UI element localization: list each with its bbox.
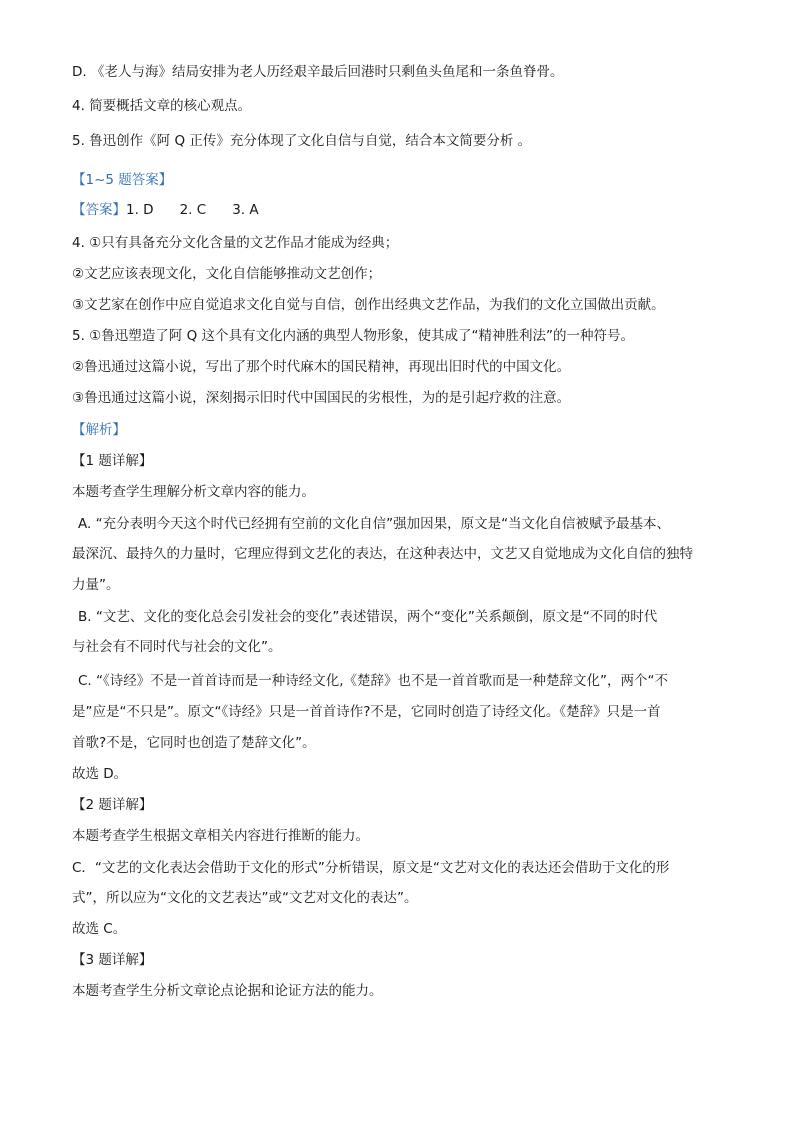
q1-option-a-line-1: A. “充分表明今天这个时代已经拥有空前的文化自信”强加因果，原文是“当文化自信被赋予最基本、 bbox=[78, 516, 671, 532]
q1-option-a-line-2: 最深沉、最持久的力量时，它理应得到文艺化的表达，在这种表达中，文艺又自觉地成为文化自信的独特 bbox=[72, 546, 693, 562]
answer-4-point-2: ②文艺应该表现文化，文化自信能够推动文艺创作； bbox=[72, 266, 382, 282]
q2-detail-heading: 【2 题详解】 bbox=[72, 797, 153, 813]
answer-4-point-1: 4. ①只有具备充分文化含量的文艺作品才能成为经典； bbox=[72, 235, 399, 251]
answer-section-heading: 【1~5 题答案】 bbox=[72, 172, 173, 188]
answer-5-point-2: ②鲁迅通过这篇小说，写出了那个时代麻木的国民精神，再现出旧时代的中国文化。 bbox=[72, 359, 571, 375]
option-d-line: D. 《老人与海》结局安排为老人历经艰辛最后回港时只剩鱼头鱼尾和一条鱼脊骨。 bbox=[72, 64, 564, 80]
q1-option-c-line-2: 是”应是“不只是”。原文“《诗经》只是一首首诗作?不是，它同时创造了诗经文化。《楚辞》只是一首 bbox=[72, 704, 661, 720]
q3-detail-heading: 【3 题详解】 bbox=[72, 952, 153, 968]
answer-2: 2. C bbox=[179, 202, 207, 218]
q2-conclusion: 故选 C。 bbox=[72, 921, 127, 937]
q1-option-c-line-1: C. “《诗经》不是一首首诗而是一种诗经文化,《楚辞》也不是一首首歌而是一种楚辞文化”，两个“不 bbox=[78, 673, 669, 689]
answer-4-point-3: ③文艺家在创作中应自觉追求文化自觉与自信，创作出经典文艺作品，为我们的文化立国做出贡献。 bbox=[72, 297, 665, 313]
q1-intro: 本题考查学生理解分析文章内容的能力。 bbox=[72, 484, 315, 500]
q2-option-c-line-2: 式”，所以应为“文化的文艺表达”或“文艺对文化的表达”。 bbox=[72, 890, 418, 906]
q2-option-c-line-1: C．“文艺的文化表达会借助于文化的形式”分析错误，原文是“文艺对文化的表达还会借助于文化的形 bbox=[72, 860, 670, 876]
q1-option-b-line-1: B. “文艺、文化的变化总会引发社会的变化”表述错误，两个“变化”关系颠倒，原文是“不同的时代 bbox=[78, 609, 658, 625]
answer-1: 1. D bbox=[126, 202, 154, 218]
q1-option-b-line-2: 与社会有不同时代与社会的文化”。 bbox=[72, 639, 282, 655]
q1-option-c-line-3: 首歌?不是，它同时也创造了楚辞文化”。 bbox=[72, 735, 316, 751]
q2-intro: 本题考查学生根据文章相关内容进行推断的能力。 bbox=[72, 828, 369, 844]
answer-row bbox=[72, 200, 722, 220]
question-4: 4. 简要概括文章的核心观点。 bbox=[72, 98, 252, 114]
q1-conclusion: 故选 D。 bbox=[72, 766, 128, 782]
answer-5-point-3: ③鲁迅通过这篇小说，深刻揭示旧时代中国国民的劣根性，为的是引起疗救的注意。 bbox=[72, 390, 571, 406]
question-5: 5. 鲁迅创作《阿 Q 正传》充分体现了文化自信与自觉，结合本文简要分析 。 bbox=[72, 133, 532, 149]
analysis-heading: 【解析】 bbox=[72, 422, 126, 438]
q1-detail-heading: 【1 题详解】 bbox=[72, 453, 153, 469]
q1-option-a-line-3: 力量”。 bbox=[72, 577, 120, 593]
answer-3: 3. A bbox=[232, 202, 259, 218]
q3-intro: 本题考查学生分析文章论点论据和论证方法的能力。 bbox=[72, 983, 383, 999]
answer-5-point-1: 5. ①鲁迅塑造了阿 Q 这个具有文化内涵的典型人物形象，使其成了“精神胜利法”的一种符号。 bbox=[72, 328, 634, 344]
answer-label: 【答案】 bbox=[72, 202, 126, 218]
